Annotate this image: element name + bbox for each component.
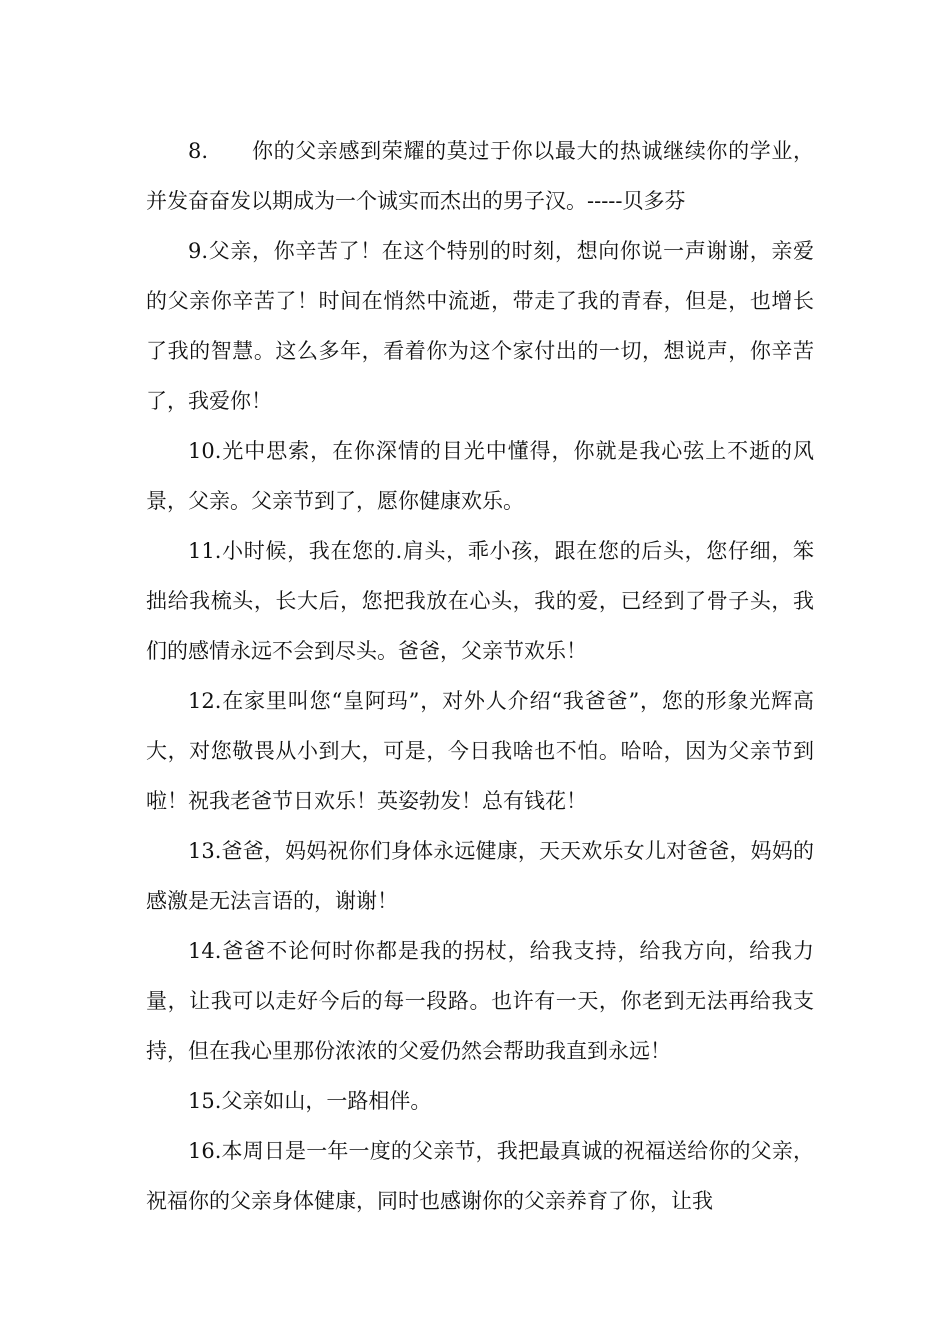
- paragraph-13: 13.爸爸，妈妈祝你们身体永远健康，天天欢乐女儿对爸爸，妈妈的感激是无法言语的，谢谢！: [146, 839, 814, 913]
- document-body: [146, 126, 814, 1226]
- paragraph-11: 11.小时候，我在您的.肩头，乖小孩，跟在您的后头，您仔细，笨拙给我梳头，长大后，您把我放在心头，我的爱，已经到了骨子头，我们的感情永远不会到尽头。爸爸，父亲节欢乐！: [146, 539, 814, 663]
- paragraph-16: 16.本周日是一年一度的父亲节，我把最真诚的祝福送给你的父亲，祝福你的父亲身体健康，同时也感谢你的父亲养育了你，让我: [146, 1139, 814, 1213]
- paragraph-10: 10.光中思索，在你深情的目光中懂得，你就是我心弦上不逝的风景，父亲。父亲节到了，愿你健康欢乐。: [146, 439, 814, 513]
- paragraph-15: 15.父亲如山，一路相伴。: [188, 1089, 432, 1113]
- paragraph-9: 9.父亲，你辛苦了！在这个特别的时刻，想向你说一声谢谢，亲爱的父亲你辛苦了！时间在悄然中流逝，带走了我的青春，但是，也增长了我的智慧。这么多年，看着你为这个家付出的一切，想说声，你辛苦了，我爱你！: [146, 239, 814, 413]
- paragraph-8: 8. 你的父亲感到荣耀的莫过于你以最大的热诚继续你的学业，并发奋奋发以期成为一个诚实而杰出的男子汉。-----贝多芬: [146, 139, 814, 213]
- paragraph-12: 12.在家里叫您“皇阿玛”，对外人介绍“我爸爸”，您的形象光辉高大，对您敬畏从小到大，可是，今日我啥也不怕。哈哈，因为父亲节到啦！祝我老爸节日欢乐！英姿勃发！总有钱花！: [146, 689, 814, 813]
- paragraph-14: 14.爸爸不论何时你都是我的拐杖，给我支持，给我方向，给我力量，让我可以走好今后的每一段路。也许有一天，你老到无法再给我支持，但在我心里那份浓浓的父爱仍然会帮助我直到永远！: [146, 939, 814, 1063]
